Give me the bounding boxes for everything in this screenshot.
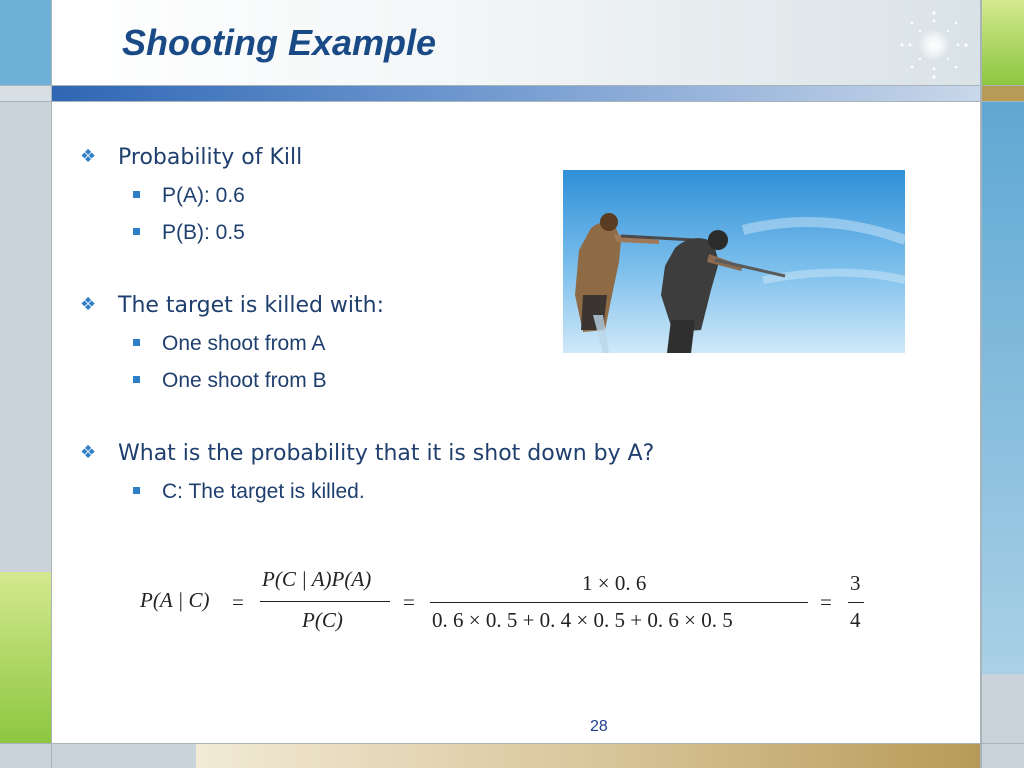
square-bullet-icon — [133, 339, 140, 346]
square-bullet-icon — [133, 487, 140, 494]
shooters-photo — [563, 170, 905, 353]
sub-bullet-text: C: The target is killed. — [162, 480, 365, 503]
frac1-bar — [260, 601, 390, 602]
frac2-numerator: 1 × 0. 6 — [582, 571, 647, 595]
frac2-denominator: 0. 6 × 0. 5 + 0. 4 × 0. 5 + 0. 6 × 0. 5 — [432, 608, 733, 632]
result-denominator: 4 — [850, 608, 861, 632]
equals-sign: = — [403, 590, 415, 614]
result-bar — [848, 602, 864, 603]
square-bullet-icon — [133, 191, 140, 198]
sub-bullet-text: P(A): 0.6 — [162, 184, 245, 207]
bullet-text: Probability of Kill — [118, 145, 303, 170]
square-bullet-icon — [133, 228, 140, 235]
formula-lhs: P(A | C) — [140, 588, 210, 612]
equals-sign: = — [820, 590, 832, 614]
frac2-bar — [430, 602, 808, 603]
bullet-text: The target is killed with: — [118, 293, 385, 318]
bullet-text: What is the probability that it is shot down by A? — [118, 441, 655, 466]
diamond-cluster-icon: ❖ — [80, 146, 97, 167]
sub-bullet-text: One shoot from A — [162, 332, 326, 355]
diamond-cluster-icon: ❖ — [80, 294, 97, 315]
square-bullet-icon — [133, 376, 140, 383]
page-number: 28 — [590, 718, 608, 735]
sub-bullet-text: P(B): 0.5 — [162, 221, 245, 244]
result-numerator: 3 — [850, 571, 861, 595]
sub-bullet-text: One shoot from B — [162, 369, 327, 392]
sparkle-logo-icon — [895, 8, 973, 82]
frac1-numerator: P(C | A)P(A) — [262, 567, 372, 591]
slide-title: Shooting Example — [122, 22, 437, 63]
equals-sign: = — [232, 590, 244, 614]
frac1-denominator: P(C) — [302, 608, 343, 632]
diamond-cluster-icon: ❖ — [80, 442, 97, 463]
